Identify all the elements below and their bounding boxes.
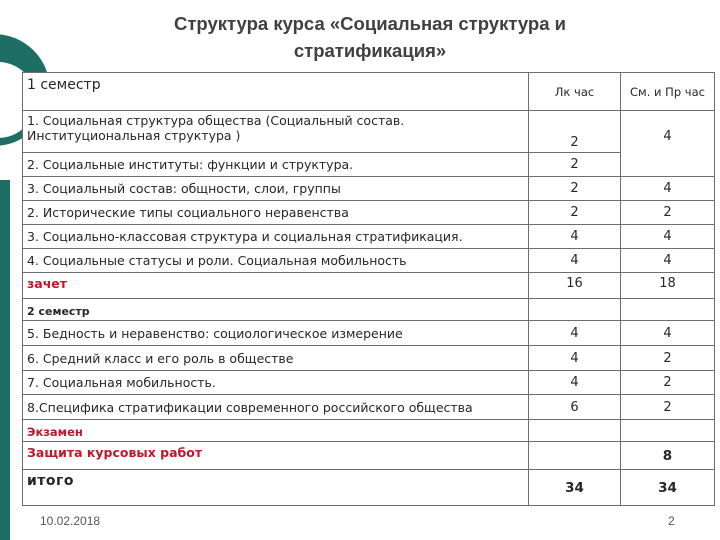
lk-hours-cell: 2 bbox=[529, 201, 621, 225]
lk-hours-cell: 6 bbox=[529, 395, 621, 420]
footer-page-number: 2 bbox=[668, 514, 675, 528]
total-row bbox=[23, 470, 715, 506]
total-sm-hours: 34 bbox=[621, 470, 715, 506]
table-header-row bbox=[23, 73, 715, 111]
zachet-row bbox=[23, 273, 715, 299]
coursework-label: Защита курсовых работ bbox=[23, 442, 529, 470]
sm-hours-cell: 4 bbox=[621, 225, 715, 249]
lk-hours-cell: 2 bbox=[529, 177, 621, 201]
coursework-row bbox=[23, 442, 715, 470]
empty-cell bbox=[621, 299, 715, 321]
lk-hours-cell: 4 bbox=[529, 225, 621, 249]
empty-cell bbox=[529, 420, 621, 442]
table-row bbox=[23, 201, 715, 225]
semester-2-row bbox=[23, 299, 715, 321]
coursework-sm-hours: 8 bbox=[621, 442, 715, 470]
sm-hours-cell: 4 bbox=[621, 249, 715, 273]
lk-hours-cell: 2 bbox=[529, 153, 621, 177]
sm-hours-cell: 2 bbox=[621, 346, 715, 371]
table-row bbox=[23, 371, 715, 395]
sm-hours-cell: 4 bbox=[621, 111, 715, 177]
table-row bbox=[23, 111, 715, 153]
footer-date: 10.02.2018 bbox=[40, 514, 101, 528]
topic-cell: 4. Социальные статусы и роли. Социальная мобильность bbox=[23, 249, 529, 273]
sm-hours-cell: 2 bbox=[621, 201, 715, 225]
lk-hours-cell: 4 bbox=[529, 346, 621, 371]
empty-cell bbox=[529, 442, 621, 470]
exam-label: Экзамен bbox=[23, 420, 529, 442]
sm-hours-cell: 2 bbox=[621, 395, 715, 420]
table-row bbox=[23, 395, 715, 420]
zachet-label: зачет bbox=[23, 273, 529, 299]
topic-cell: 7. Социальная мобильность. bbox=[23, 371, 529, 395]
column-header-lk: Лк час bbox=[529, 73, 621, 111]
table-row bbox=[23, 321, 715, 346]
lk-hours-cell: 2 bbox=[529, 111, 621, 153]
table-row bbox=[23, 249, 715, 273]
topic-cell: 8.Специфика стратификации современного российского общества bbox=[23, 395, 529, 420]
total-label: итого bbox=[23, 470, 529, 506]
course-structure-table bbox=[22, 72, 715, 506]
sm-hours-cell: 4 bbox=[621, 177, 715, 201]
semester-2-label: 2 семестр bbox=[23, 299, 529, 321]
empty-cell bbox=[621, 420, 715, 442]
table-row bbox=[23, 225, 715, 249]
exam-row bbox=[23, 420, 715, 442]
slide-title bbox=[120, 10, 620, 64]
lk-hours-cell: 4 bbox=[529, 371, 621, 395]
topic-cell: 1. Социальная структура общества (Социальный состав. Институциональная структура ) bbox=[23, 111, 529, 153]
table-row bbox=[23, 153, 715, 177]
topic-cell: 5. Бедность и неравенство: социологическое измерение bbox=[23, 321, 529, 346]
zachet-sm-total: 18 bbox=[621, 273, 715, 299]
sm-hours-cell: 4 bbox=[621, 321, 715, 346]
topic-cell: 2. Социальные институты: функции и структура. bbox=[23, 153, 529, 177]
semester-1-label: 1 семестр bbox=[23, 73, 529, 111]
total-lk-hours: 34 bbox=[529, 470, 621, 506]
column-header-sm: См. и Пр час bbox=[621, 73, 715, 111]
zachet-lk-total: 16 bbox=[529, 273, 621, 299]
sm-hours-cell: 2 bbox=[621, 371, 715, 395]
topic-cell: 3. Социально-классовая структура и социальная стратификация. bbox=[23, 225, 529, 249]
lk-hours-cell: 4 bbox=[529, 249, 621, 273]
slide-title-line-1: Структура курса «Социальная структура и bbox=[174, 13, 566, 34]
topic-cell: 2. Исторические типы социального неравенства bbox=[23, 201, 529, 225]
table-row bbox=[23, 346, 715, 371]
topic-cell: 3. Социальный состав: общности, слои, группы bbox=[23, 177, 529, 201]
empty-cell bbox=[529, 299, 621, 321]
slide-title-line-2: стратификация» bbox=[293, 40, 447, 61]
lk-hours-cell: 4 bbox=[529, 321, 621, 346]
table-row bbox=[23, 177, 715, 201]
topic-cell: 6. Средний класс и его роль в обществе bbox=[23, 346, 529, 371]
decorative-side-bar bbox=[0, 180, 10, 540]
